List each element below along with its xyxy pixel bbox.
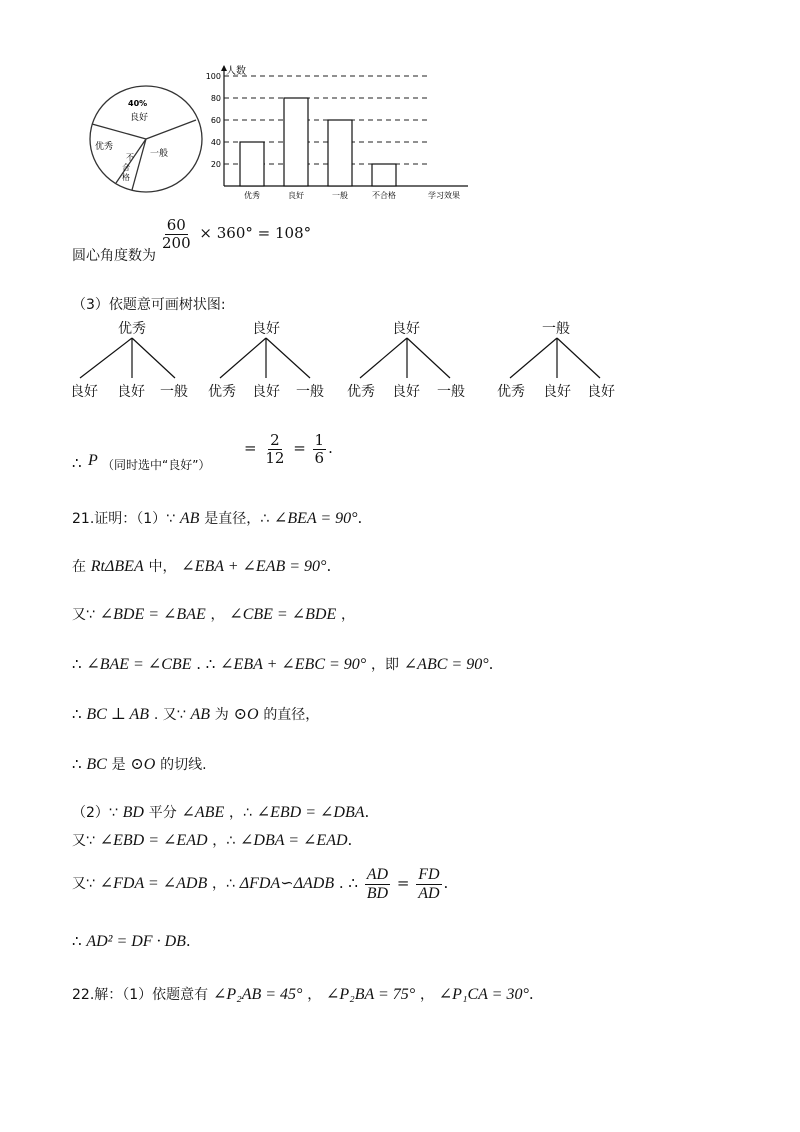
pie-label-fail-3: 格: [122, 173, 130, 182]
q21-part2-line-1: （2）∵ BD 平分 ∠ABE ，∴ ∠EBD = ∠DBA.: [72, 803, 370, 821]
tree-2-root: 良好: [252, 321, 280, 337]
tree-3-leaf-2: 良好: [392, 384, 420, 400]
tree-4-leaf-1: 优秀: [497, 384, 525, 400]
bar-chart: [196, 62, 486, 204]
q21-line-3: 又∵ ∠BDE = ∠BAE ， ∠CBE = ∠BDE ，: [72, 606, 356, 623]
tree-3-root: 良好: [392, 321, 420, 337]
q21-line-1: 21.证明：（1）∵ AB 是直径，∴ ∠BEA = 90°.: [72, 509, 363, 527]
q21-part2-line-4: ∴ AD² = DF · DB.: [72, 932, 191, 950]
x-axis-title: 学习效果: [428, 191, 460, 200]
q21-line-2: 在 RtΔBEA 中， ∠EBA + ∠EAB = 90°.: [72, 557, 332, 575]
tree-2-leaf-3: 一般: [296, 384, 324, 400]
y-tick-label: 60: [210, 116, 221, 125]
pie-label-fail-2: 合: [122, 163, 130, 172]
angle-label: 圆心角度数为: [72, 248, 156, 264]
pie-label-percent: 40%: [128, 99, 148, 108]
tree-4-leaf-2: 良好: [543, 384, 571, 400]
tree-1-leaf-1: 良好: [70, 384, 98, 400]
tree-1-leaf-2: 良好: [117, 384, 145, 400]
pie-label-excellent: 优秀: [95, 142, 114, 152]
pie-label-average: 一般: [150, 149, 169, 159]
tree-4-leaf-3: 良好: [587, 384, 615, 400]
tree-1-root: 优秀: [118, 321, 146, 337]
part3-intro: （3）依题意可画树状图:: [72, 297, 226, 313]
prob-event: （同时选中“良好”）: [102, 458, 211, 472]
tree-1-leaf-3: 一般: [160, 384, 188, 400]
tree-3-leaf-3: 一般: [437, 384, 465, 400]
q21-line-5: ∴ BC ⊥ AB . 又∵ AB 为 ⊙O 的直径，: [72, 705, 320, 723]
y-axis-title: 人数: [226, 66, 246, 77]
bar: [240, 142, 264, 186]
pie-label-good: 良好: [130, 113, 149, 123]
tree-2-leaf-2: 良好: [252, 384, 280, 400]
q22-line-1: 22.解：（1）依题意有 ∠P₂AB = 45° ， ∠P₂BA = 75° ， ∠P₁CA = 30°.: [72, 985, 534, 1003]
q21-part2-line-3: 又∵ ∠FDA = ∠ADB ，∴ ΔFDA∽ΔADB . ∴ $\frac{AD}{BD}$ = $\frac{FD}{AD}$ .: [72, 866, 449, 902]
y-tick-label: 40: [210, 138, 221, 147]
angle-formula: [158, 217, 311, 251]
angle-frac-den: 200: [162, 233, 191, 252]
x-tick-label: 良好: [288, 191, 304, 200]
bar: [328, 120, 352, 186]
tree-3-leaf-1: 优秀: [347, 384, 375, 400]
q21-part2-line-2: 又∵ ∠EBD = ∠EAD ，∴ ∠DBA = ∠EAD.: [72, 831, 353, 849]
tree-4-root: 一般: [542, 321, 570, 337]
q21-line-4: ∴ ∠BAE = ∠CBE . ∴ ∠EBA + ∠EBC = 90° ，即 ∠ABC = 90°.: [72, 655, 494, 673]
prob-symbol: P: [88, 452, 98, 469]
pie-label-fail-1: 不: [126, 153, 134, 162]
angle-frac-num: 60: [166, 216, 186, 234]
y-tick-label: 100: [205, 72, 221, 81]
tree-2-leaf-1: 优秀: [208, 384, 236, 400]
y-tick-label: 20: [210, 160, 221, 169]
q21-line-6: ∴ BC 是 ⊙O 的切线.: [72, 755, 207, 773]
y-tick-label: 80: [210, 94, 221, 103]
bar: [284, 98, 308, 186]
x-tick-label: 一般: [332, 191, 348, 200]
bar: [372, 164, 396, 186]
angle-times: × 360° = 108°: [199, 224, 312, 242]
x-tick-label: 不合格: [372, 191, 396, 200]
pie-chart: [86, 82, 206, 197]
x-tick-label: 优秀: [244, 191, 260, 200]
